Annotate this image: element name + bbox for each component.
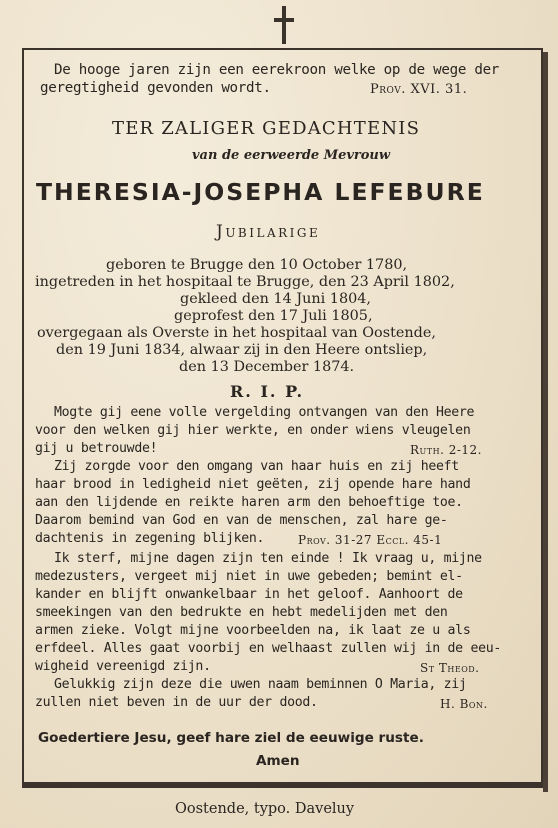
amen: Amen [256, 753, 300, 769]
printer-credit: Oostende, typo. Daveluy [175, 801, 355, 817]
deceased-name: THERESIA-JOSEPHA LEFEBURE [36, 178, 485, 206]
jubilee-title: Jubilarige [216, 222, 321, 242]
cross-icon [272, 6, 296, 44]
ref-prov: Prov. 31-27 Eccl. 45-1 [298, 533, 443, 547]
memorial-subheading: van de eerweerde Mevrouw [192, 148, 391, 163]
text-line-11: kander en blijft onwankelbaar in het geloof. Aanhoort de [35, 587, 463, 602]
text-line-2: voor den welken gij hier werkte, en onder wiens vleugelen [35, 423, 471, 438]
motto-line-1: De hooge jaren zijn een eerekroon welke op de wege der [54, 62, 500, 78]
text-line-9: Ik sterf, mijne dagen zijn ten einde ! Ik vraag u, mijne [54, 551, 482, 566]
text-line-6: aan den lijdende en reikte haren arm den behoeftige toe. [35, 495, 463, 510]
bio-line-3: gekleed den 14 Juni 1804, [180, 291, 372, 307]
text-line-4: Zij zorgde voor den omgang van haar huis en zij heeft [54, 459, 459, 474]
bio-line-7: den 13 December 1874. [179, 359, 355, 375]
text-line-17: zullen niet beven in de uur der dood. [35, 695, 318, 710]
text-line-5: haar brood in ledigheid niet geëten, zij opende hare hand [35, 477, 471, 492]
bio-line-2: ingetreden in het hospitaal te Brugge, den 23 April 1802, [35, 274, 455, 290]
ref-ruth: Ruth. 2-12. [410, 443, 482, 457]
prayer: Goedertiere Jesu, geef hare ziel de eeuwige ruste. [38, 730, 424, 746]
ref-bon: H. Bon. [440, 697, 488, 711]
text-line-8: dachtenis in zegening blijken. [35, 531, 265, 546]
text-line-14: erfdeel. Alles gaat voorbij en welhaast zullen wij in de eeu- [35, 641, 502, 656]
text-line-13: armen zieke. Volgt mijne voorbeelden na, ik laat ze u als [35, 623, 471, 638]
text-line-1: Mogte gij eene volle vergelding ontvangen van den Heere [54, 405, 475, 420]
text-line-3: gij u betrouwde! [35, 441, 158, 456]
motto-reference: Prov. XVI. 31. [370, 82, 468, 97]
rip: R. I. P. [230, 382, 305, 401]
text-line-12: smeekingen van den bedrukte en hebt medelijden met den [35, 605, 448, 620]
text-line-15: wigheid vereenigd zijn. [35, 659, 211, 674]
ref-theod: St Theod. [420, 661, 480, 675]
card-border-shadow [543, 52, 548, 792]
text-line-10: medezusters, vergeet mij niet in uwe gebeden; bemint el- [35, 569, 463, 584]
text-line-7: Daarom bemind van God en van de menschen, zal hare ge- [35, 513, 448, 528]
bio-line-6: den 19 Juni 1834, alwaar zij in den Heere ontsliep, [56, 342, 428, 358]
motto-line-2: geregtigheid gevonden wordt. [40, 80, 271, 96]
bio-line-5: overgegaan als Overste in het hospitaal van Oostende, [37, 325, 436, 341]
text-line-16: Gelukkig zijn deze die uwen naam beminnen O Maria, zij [54, 677, 467, 692]
bio-line-4: geprofest den 17 Juli 1805, [174, 308, 373, 324]
bio-line-1: geboren te Brugge den 10 October 1780, [106, 257, 408, 273]
memorial-heading: TER ZALIGER GEDACHTENIS [112, 118, 421, 139]
